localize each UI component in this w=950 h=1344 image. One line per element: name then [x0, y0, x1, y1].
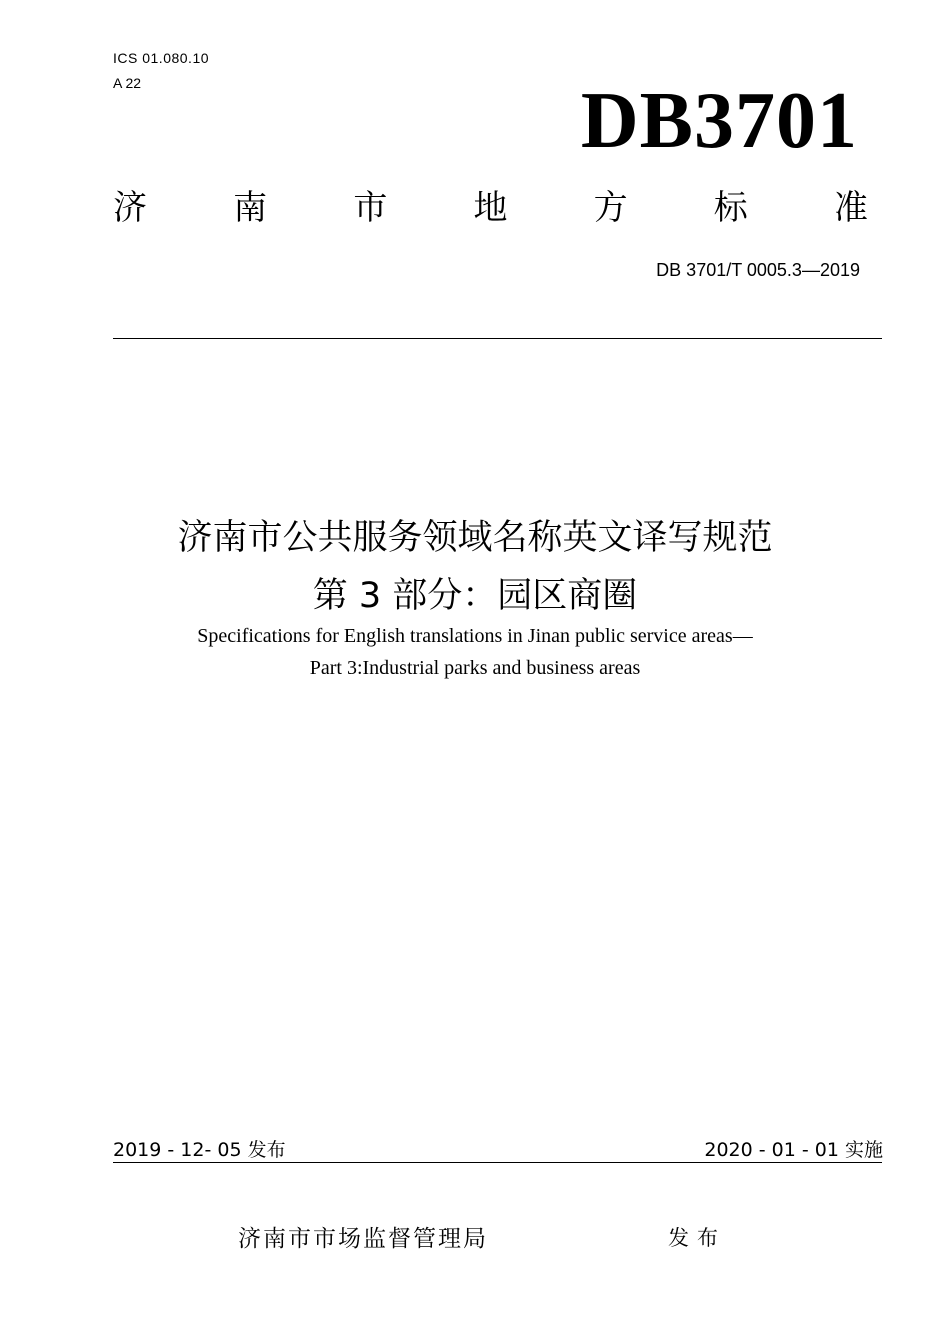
title-chinese-line-2: 第 3 部分：园区商圈 [312, 576, 638, 616]
bottom-divider [113, 1162, 882, 1163]
standard-kind-char: 南 [233, 188, 268, 228]
issue-date: 2019 - 12- 05 发布 [113, 1139, 286, 1161]
issue-label: 发布 [668, 1226, 726, 1250]
standard-kind-char: 市 [353, 188, 388, 228]
title-english-line-1: Specifications for English translations in Jinan public service areas— [197, 625, 753, 647]
title-chinese-line-1: 济南市公共服务领域名称英文译写规范 [177, 518, 773, 558]
implementation-date: 2020 - 01 - 01 实施 [704, 1139, 883, 1161]
standard-kind-char: 准 [833, 188, 868, 228]
top-divider [113, 338, 882, 339]
db-code-logo: DB3701 [580, 77, 858, 165]
ccs-code: A 22 [113, 75, 142, 91]
standard-kind-heading [113, 182, 868, 234]
standard-kind-char: 方 [593, 188, 628, 228]
standard-number: DB 3701/T 0005.3—2019 [656, 260, 860, 280]
title-english-line-2: Part 3:Industrial parks and business areas [309, 657, 641, 679]
standard-kind-char: 地 [473, 188, 508, 228]
standard-kind-char: 标 [713, 188, 748, 228]
ics-code: ICS 01.080.10 [113, 50, 210, 66]
issuing-authority: 济南市市场监督管理局 [238, 1226, 488, 1252]
standard-kind-char: 济 [113, 188, 147, 228]
